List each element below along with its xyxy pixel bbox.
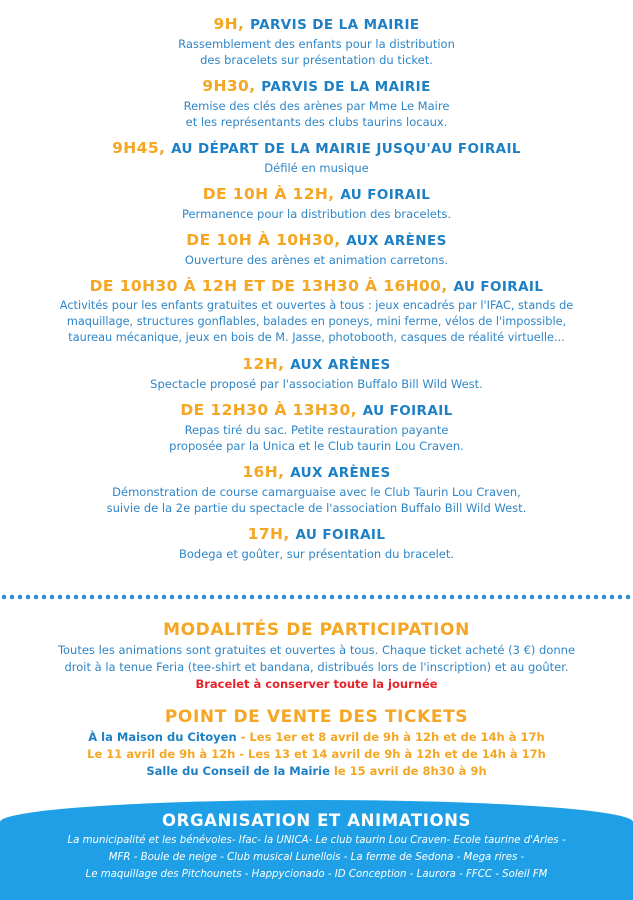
event-time: 12H, — [242, 355, 285, 373]
event-time: 17H, — [247, 525, 290, 543]
ticket-dates: Le 11 avril de 9h à 12h — [87, 747, 236, 761]
event-description: Remise des clés des arènes par Mme Le Maire et les représentants des clubs taurins locaux. — [183, 99, 450, 129]
event-time: DE 10H30 À 12H ET DE 13H30 À 16H00, — [89, 277, 448, 295]
ticket-place: À la Maison du Citoyen — [88, 730, 237, 744]
event-time: DE 12H30 À 13H30, — [180, 401, 357, 419]
modalites-text: Toutes les animations sont gratuites et ouvertes à tous. Chaque ticket acheté (3 €) donne droit à la tenue Feria (tee-shirt et bandana, distribués lors de l'inscription) et au goûter. — [57, 643, 576, 674]
event-title — [0, 524, 633, 546]
event-9h — [0, 14, 633, 68]
ticket-dates: le 15 avril de 8h30 à 9h — [329, 764, 487, 778]
event-title — [0, 462, 633, 484]
event-title — [0, 276, 633, 298]
event-place: AU FOIRAIL — [362, 403, 453, 419]
dotted-divider — [0, 594, 633, 600]
event-10h-12h — [0, 184, 633, 222]
footer-partners: La municipalité et les bénévoles- Ifac- la UNICA- Le club taurin Lou Craven- Ecole taurine d'Arles - MFR - Boule de neige - Club musical Lunellois - La ferme de Sedona - Mega rires - Le maquillage des Pitchounets - Happycionado - ID Conception - Laurora - FFCC - Soleil FM — [67, 835, 566, 880]
event-description: Bodega et goûter, sur présentation du bracelet. — [178, 547, 455, 561]
event-time: 9H30, — [202, 77, 256, 95]
event-17h — [0, 524, 633, 562]
ticket-line-1 — [0, 729, 633, 746]
footer-title: ORGANISATION ET ANIMATIONS — [162, 811, 471, 830]
event-title — [0, 14, 633, 36]
event-place: PARVIS DE LA MAIRIE — [261, 79, 431, 95]
event-place: AU FOIRAIL — [340, 187, 431, 203]
event-place: AUX ARÈNES — [346, 233, 447, 249]
event-place: AUX ARÈNES — [290, 357, 391, 373]
event-title — [0, 76, 633, 98]
event-description: Repas tiré du sac. Petite restauration payante proposée par la Unica et le Club taurin Lou Craven. — [169, 423, 464, 453]
organisation-footer — [0, 800, 633, 900]
event-title — [0, 230, 633, 252]
event-place: AU FOIRAIL — [295, 527, 386, 543]
event-description: Permanence pour la distribution des bracelets. — [181, 207, 452, 221]
ticket-line-2 — [0, 746, 633, 763]
event-description: Rassemblement des enfants pour la distribution des bracelets sur présentation du ticket. — [178, 37, 455, 67]
tickets-title: POINT DE VENTE DES TICKETS — [164, 707, 469, 727]
event-title — [0, 354, 633, 376]
event-9h30 — [0, 76, 633, 130]
event-time: 16H, — [242, 463, 285, 481]
event-12h30 — [0, 400, 633, 454]
event-16h — [0, 462, 633, 516]
event-time: DE 10H À 10H30, — [186, 231, 341, 249]
tickets-section — [0, 705, 633, 780]
event-10h-10h30 — [0, 230, 633, 268]
ticket-place: Salle du Conseil de la Mairie — [146, 764, 330, 778]
ticket-dates: - Les 1er et 8 avril de 9h à 12h et de 14h à 17h — [236, 730, 545, 744]
event-activities — [0, 276, 633, 346]
event-description: Défilé en musique — [264, 161, 369, 175]
event-12h — [0, 354, 633, 392]
event-title — [0, 138, 633, 160]
ticket-dates: - Les 13 et 14 avril de 9h à 12h et de 14h à 17h — [235, 747, 546, 761]
event-description: Activités pour les enfants gratuites et ouvertes à tous : jeux encadrés par l'IFAC, stands de maquillage, structures gonflables, balades en poneys, mini ferme, vélos de l'impossible, taureau mécanique, jeux en bois de M. Jasse, photobooth, casques de réalité virtuelle... — [59, 299, 574, 344]
event-time: DE 10H À 12H, — [202, 185, 335, 203]
event-9h45 — [0, 138, 633, 176]
event-description: Démonstration de course camarguaise avec le Club Taurin Lou Craven, suivie de la 2e partie du spectacle de l'association Buffalo Bill Wild West. — [106, 485, 527, 515]
modalites-title: MODALITÉS DE PARTICIPATION — [163, 620, 470, 640]
event-place: AUX ARÈNES — [290, 465, 391, 481]
event-title — [0, 184, 633, 206]
event-place: AU DÉPART DE LA MAIRIE JUSQU'AU FOIRAIL — [171, 141, 521, 157]
event-description: Ouverture des arènes et animation carretons. — [184, 253, 449, 267]
event-place: PARVIS DE LA MAIRIE — [250, 17, 420, 33]
ticket-line-3 — [0, 763, 633, 780]
modalites-section — [0, 618, 633, 693]
event-place: AU FOIRAIL — [453, 279, 544, 295]
event-time: 9H45, — [112, 139, 166, 157]
event-title — [0, 400, 633, 422]
event-description: Spectacle proposé par l'association Buffalo Bill Wild West. — [150, 377, 483, 391]
bracelet-notice: Bracelet à conserver toute la journée — [195, 677, 438, 691]
event-time: 9H, — [213, 15, 245, 33]
